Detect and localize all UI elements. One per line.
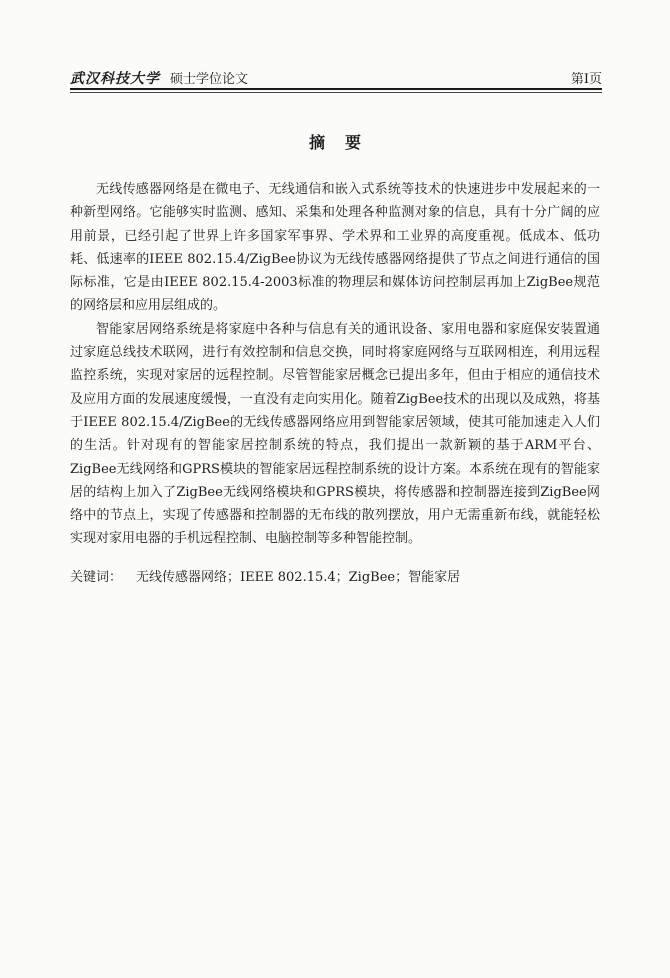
keywords-line [70,567,600,589]
abstract-title: 摘要 [308,133,381,152]
abstract-paragraph-1: 无线传感器网络是在微电子、无线通信和嵌入式系统等技术的快速进步中发展起来的一种新型网络。它能够实时监测、感知、采集和处理各种监测对象的信息，具有十分广阔的应用前景，已经引起了世界上许多国家军事界、学术界和工业界的高度重视。低成本、低功耗、低速率的IEEE 802.15.4/ZigBee协议为无线传感器网络提供了节点之间进行通信的国际标准，它是由IEEE 802.15.4-2003标准的物理层和媒体访问控制层再加上ZigBee规范的网络层和应用层组成的。 [70,182,600,314]
abstract-paragraph-2: 智能家居网络系统是将家庭中各种与信息有关的通讯设备、家用电器和家庭保安装置通过家庭总线技术联网，进行有效控制和信息交换，同时将家庭网络与互联网相连，利用远程监控系统，实现对家居的远程控制。尽管智能家居概念已提出多年，但由于相应的通信技术及应用方面的发展速度缓慢，一直没有走向实用化。随着ZigBee技术的出现以及成熟，将基于IEEE 802.15.4/ZigBee的无线传感器网络应用到智能家居领域，使其可能加速走入人们的生活。针对现有的智能家居控制系统的特点，我们提出一款新颖的基于ARM平台、ZigBee无线网络和GPRS模块的智能家居远程控制系统的设计方案。本系统在现有的智能家居的结构上加入了ZigBee无线网络模块和GPRS模块，将传感器和控制器连接到ZigBee网络中的节点上，实现了传感器和控制器的无布线的散列摆放，用户无需重新布线，就能轻松实现对家用电器的手机远程控制、电脑控制等多种智能控制。 [70,321,600,547]
header-rule-thin [70,92,602,93]
header-rule [70,88,602,90]
abstract-body [70,178,600,551]
header-left [70,68,248,88]
header-page-number: 第I页 [570,72,602,87]
keywords-label: 关键词： [70,570,123,585]
header-degree-type: 硕士学位论文 [170,72,249,87]
keywords-text: 无线传感器网络；IEEE 802.15.4；ZigBee；智能家居 [136,570,461,585]
page-header [70,66,602,88]
header-school-name: 武汉科技大学 [70,71,160,87]
